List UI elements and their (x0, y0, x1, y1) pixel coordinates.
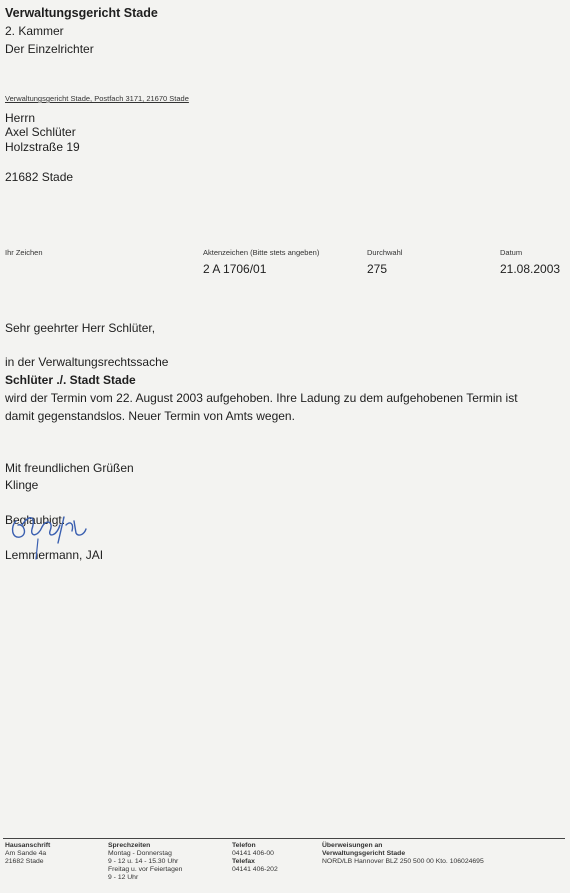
footer-fax-label: Telefax (232, 858, 255, 865)
clerk-name: Lemmermann, JAI (5, 548, 104, 562)
regards: Mit freundlichen Grüßen (5, 461, 134, 475)
footer-hours-line4: 9 - 12 Uhr (108, 874, 139, 881)
footer-hours-label: Sprechzeiten (108, 842, 151, 849)
footer-divider (3, 838, 565, 839)
matter-intro: in der Verwaltungsrechtssache (5, 355, 169, 369)
footer-hours-line3: Freitag u. vor Feiertagen (108, 866, 183, 873)
extension: 275 (367, 262, 388, 276)
chamber: 2. Kammer (5, 24, 64, 38)
footer-bank-account: NORD/LB Hannover BLZ 250 500 00 Kto. 106024695 (322, 858, 484, 865)
judge-title: Der Einzelrichter (5, 42, 94, 56)
file-number: 2 A 1706/01 (203, 262, 267, 276)
handwritten-signature (8, 503, 88, 563)
footer-hours (108, 842, 182, 882)
letter-date: 21.08.2003 (500, 262, 561, 276)
greeting: Sehr geehrter Herr Schlüter, (5, 321, 156, 335)
body-line-2: damit gegenstandslos. Neuer Termin von Amts wegen. (5, 409, 295, 423)
recipient-street: Holzstraße 19 (5, 140, 80, 154)
footer-fax-number: 04141 406-202 (232, 866, 278, 873)
footer-bank (322, 842, 484, 866)
your-ref-label: Ihr Zeichen (5, 248, 43, 257)
sender-return-address: Verwaltungsgericht Stade, Postfach 3171, 21670 Stade (5, 94, 189, 103)
case-title: Schlüter ./. Stadt Stade (5, 373, 136, 387)
judge-name: Klinge (5, 478, 39, 492)
footer-address-line1: Am Sande 4a (5, 850, 47, 857)
court-name: Verwaltungsgericht Stade (5, 6, 158, 20)
footer-address-line2: 21682 Stade (5, 858, 44, 865)
footer-bank-payee: Verwaltungsgericht Stade (322, 850, 406, 857)
footer-phone-number: 04141 406-00 (232, 850, 274, 857)
date-label: Datum (500, 248, 523, 257)
footer-phone-label: Telefon (232, 842, 256, 849)
body-line-1: wird der Termin vom 22. August 2003 aufgehoben. Ihre Ladung zu dem aufgehobenen Termin ist (5, 391, 518, 405)
footer-phone (232, 842, 278, 874)
recipient-name: Axel Schlüter (5, 125, 76, 139)
footer-address-label: Hausanschrift (5, 842, 51, 849)
certified-label: Beglaubigt: (5, 513, 66, 527)
footer-hours-line1: Montag - Donnerstag (108, 850, 172, 857)
file-number-label: Aktenzeichen (Bitte stets angeben) (203, 248, 320, 257)
footer-bank-label: Überweisungen an (322, 842, 383, 849)
recipient-salutation: Herrn (5, 111, 36, 125)
footer-hours-line2: 9 - 12 u. 14 - 15.30 Uhr (108, 858, 179, 865)
extension-label: Durchwahl (367, 248, 403, 257)
footer-address (5, 842, 50, 866)
recipient-city: 21682 Stade (5, 170, 74, 184)
